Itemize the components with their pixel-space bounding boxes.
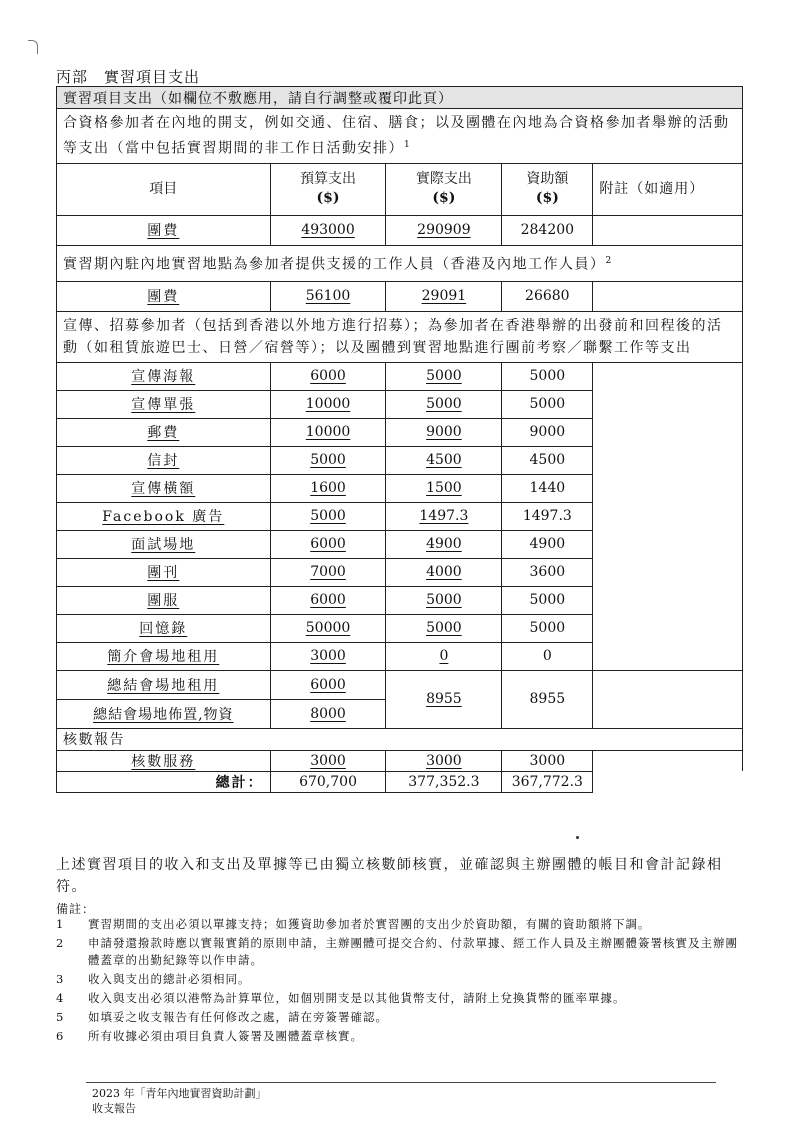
actual-cell: 9000	[426, 424, 462, 441]
remark-cell	[593, 530, 743, 558]
note-text: 收入與支出的總計必須相同。	[88, 972, 251, 986]
subsidy-cell: 3600	[529, 564, 566, 581]
actual-cell: 1500	[426, 480, 462, 497]
scan-speck	[576, 836, 579, 839]
total-budget: 670,700	[270, 771, 386, 792]
subsidy-cell-merged: 8955	[502, 670, 593, 728]
budget-cell: 5000	[310, 508, 346, 525]
actual-cell: 5000	[426, 592, 462, 609]
table-row	[57, 530, 743, 558]
subsidy-cell: 1440	[529, 480, 566, 497]
budget-cell: 6000	[310, 592, 346, 609]
total-row	[57, 771, 743, 792]
remark-cell	[593, 215, 743, 245]
confirmation-statement: 上述實習項目的收入和支出及單據等已由獨立核數師核實，並確認與主辦團體的帳目和會計記錄相符。	[56, 857, 723, 895]
actual-cell: 290909	[417, 222, 471, 239]
footnote-ref-1: 1	[404, 140, 412, 150]
actual-cell: 4000	[426, 564, 462, 581]
table-header-band: 實習項目支出（如欄位不敷應用，請自行調整或覆印此頁）	[57, 87, 743, 109]
note-text: 如填妥之收支報告有任何修改之處，請在旁簽署確認。	[88, 1010, 388, 1024]
section-title: 丙部 實習項目支出	[56, 68, 201, 86]
budget-cell: 3000	[310, 752, 346, 769]
item-cell: 郵費	[147, 425, 180, 442]
budget-cell: 1600	[310, 480, 346, 497]
remark-cell	[593, 390, 743, 418]
table-row	[57, 502, 743, 530]
remark-cell	[593, 446, 743, 474]
actual-cell: 29091	[421, 288, 467, 305]
item-cell: 宣傳海報	[131, 369, 196, 386]
note-item	[56, 1028, 746, 1045]
budget-cell: 10000	[305, 424, 351, 441]
table-row	[57, 750, 743, 771]
item-cell: 回憶錄	[139, 621, 188, 638]
budget-cell: 5000	[310, 452, 346, 469]
total-label: 總計：	[57, 771, 271, 792]
note-number: 4	[56, 991, 64, 1005]
actual-cell: 3000	[426, 752, 462, 769]
subsidy-cell: 0	[542, 648, 552, 665]
note-number: 6	[56, 1029, 64, 1043]
group2-description: 實習期內駐內地實習地點為參加者提供支援的工作人員（香港及內地工作人員）$^2$	[57, 245, 743, 281]
remark-cell	[593, 642, 743, 670]
column-header-row	[57, 163, 743, 215]
footer-program-title: 2023 年「青年內地實習資助計劃」	[92, 1087, 267, 1100]
item-cell: 總結會場地租用	[107, 677, 220, 694]
footnote-ref-2: 2	[605, 256, 613, 267]
subsidy-cell: 5000	[529, 620, 566, 637]
table-row	[57, 642, 743, 670]
item-cell: 信封	[147, 453, 180, 470]
note-text: 收入與支出必須以港幣為計算單位，如個別開支是以其他貨幣支付，請附上兌換貨幣的匯率單據。	[88, 991, 626, 1005]
total-actual: 377,352.3	[386, 771, 502, 792]
note-text: 實習期間的支出必須以單據支持；如獲資助參加者於實習團的支出少於資助額，有關的資助額將下調。	[88, 917, 651, 931]
remark-cell	[593, 281, 743, 311]
note-item	[56, 1009, 746, 1026]
table-row	[57, 614, 743, 642]
table-row-merged-a	[57, 670, 743, 699]
footer-rule	[86, 1082, 716, 1083]
subsidy-cell: 26680	[502, 281, 593, 311]
actual-cell: 5000	[426, 368, 462, 385]
budget-cell: 56100	[305, 288, 351, 305]
item-cell: 核數服務	[131, 753, 196, 770]
notes-title: 備註：	[56, 902, 96, 916]
budget-cell: 8000	[310, 705, 346, 722]
notes-list	[56, 916, 746, 1047]
note-number: 1	[56, 917, 64, 931]
note-item	[56, 935, 746, 969]
note-text: 申請發還撥款時應以實報實銷的原則申請，主辦團體可提交合約、付款單據、經工作人員及主辦團體簽署核實及主辦團體蓋章的出勤紀錄等以作申請。	[88, 936, 738, 967]
item-cell: 團費	[147, 289, 180, 306]
actual-cell: 4500	[426, 452, 462, 469]
item-cell: 團刊	[147, 565, 180, 582]
table-row	[57, 362, 743, 390]
expenditure-table	[56, 86, 743, 793]
item-cell: 簡介會場地租用	[107, 649, 220, 666]
note-item	[56, 916, 746, 933]
item-cell: 宣傳單張	[131, 397, 196, 414]
remark-cell	[593, 558, 743, 586]
remark-cell	[593, 418, 743, 446]
actual-cell: 4900	[426, 536, 462, 553]
remark-cell	[593, 750, 743, 771]
item-cell: 宣傳橫額	[131, 481, 196, 498]
remark-cell	[593, 614, 743, 642]
table-row	[57, 215, 743, 245]
item-cell: 總結會場地佈置,物資	[93, 706, 234, 723]
table-row	[57, 586, 743, 614]
footer-report-name: 收支報告	[92, 1102, 136, 1115]
table-row	[57, 446, 743, 474]
actual-cell-merged: 8955	[426, 691, 462, 708]
budget-cell: 6000	[310, 368, 346, 385]
remark-cell	[593, 362, 743, 390]
subsidy-cell: 4900	[529, 536, 566, 553]
subsidy-cell: 5000	[529, 396, 566, 413]
note-number: 3	[56, 972, 64, 986]
col-header-subsidy: 資助額 ($)	[502, 163, 593, 215]
budget-cell: 7000	[310, 564, 346, 581]
budget-cell: 3000	[310, 648, 346, 665]
footer	[92, 1086, 267, 1116]
subsidy-cell: 3000	[502, 750, 593, 771]
total-subsidy: 367,772.3	[502, 771, 593, 792]
remark-cell	[593, 586, 743, 614]
subsidy-cell: 4500	[529, 452, 566, 469]
subsidy-cell: 5000	[529, 368, 566, 385]
actual-cell: 5000	[426, 396, 462, 413]
budget-cell: 10000	[305, 396, 351, 413]
budget-cell: 6000	[310, 536, 346, 553]
scan-corner-mark	[28, 40, 38, 54]
group1-description: 合資格參加者在內地的開支，例如交通、住宿、膳食；以及團體在內地為合資格參加者舉辦的活動等支出（當中包括實習期間的非工作日活動安排）$^1$	[57, 109, 743, 164]
note-item	[56, 971, 746, 988]
col-header-budget: 預算支出 ($)	[270, 163, 386, 215]
actual-cell: 1497.3	[419, 508, 469, 525]
subsidy-cell: 9000	[529, 424, 566, 441]
remark-cell-merged	[593, 670, 743, 728]
col-header-item: 項目	[57, 163, 271, 215]
item-cell: 團費	[147, 223, 180, 240]
table-row	[57, 418, 743, 446]
table-row	[57, 281, 743, 311]
subsidy-cell: 284200	[502, 215, 593, 245]
actual-cell: 0	[439, 648, 449, 665]
subsidy-cell: 1497.3	[522, 508, 572, 525]
group3-description: 宣傳、招募參加者（包括到香港以外地方進行招募）；為參加者在香港舉辦的出發前和回程後的活動（如租賃旅遊巴士、日營／宿營等）；以及團體到實習地點進行團前考察／聯繫工作等支出	[57, 311, 743, 362]
note-text: 所有收據必須由項目負責人簽署及團體蓋章核實。	[88, 1029, 363, 1043]
subsidy-cell: 5000	[529, 592, 566, 609]
budget-cell: 6000	[310, 676, 346, 693]
note-number: 5	[56, 1010, 64, 1024]
table-row	[57, 390, 743, 418]
note-number: 2	[56, 936, 64, 950]
budget-cell: 50000	[305, 620, 351, 637]
table-row	[57, 558, 743, 586]
item-cell: 團服	[147, 593, 180, 610]
item-cell: Facebook 廣告	[102, 509, 225, 526]
item-cell: 面試場地	[131, 537, 196, 554]
actual-cell: 5000	[426, 620, 462, 637]
col-header-actual: 實際支出 ($)	[386, 163, 502, 215]
note-item	[56, 990, 746, 1007]
remark-cell	[593, 502, 743, 530]
group4-description: 核數報告	[57, 728, 743, 750]
remark-cell	[593, 474, 743, 502]
budget-cell: 493000	[301, 222, 355, 239]
table-row	[57, 474, 743, 502]
col-header-remark: 附註（如適用）	[593, 163, 743, 215]
